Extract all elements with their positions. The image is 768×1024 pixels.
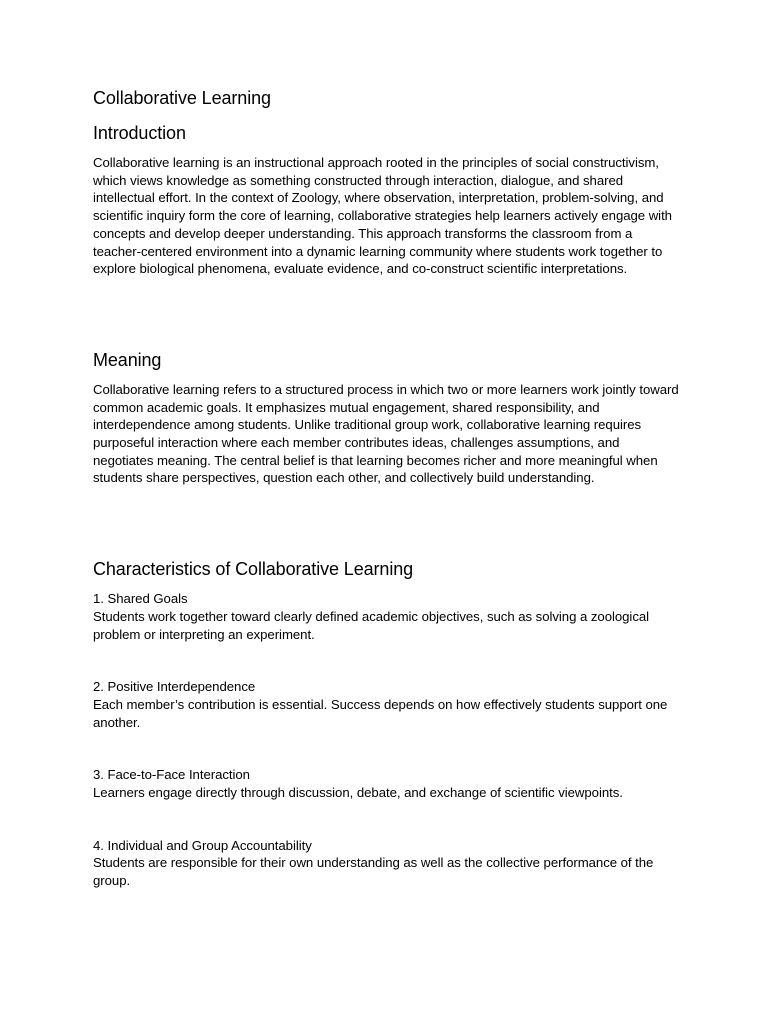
meaning-heading: Meaning <box>93 349 162 370</box>
list-item <box>93 837 683 890</box>
list-item <box>93 678 683 731</box>
document-page <box>93 87 683 890</box>
characteristics-list <box>93 590 683 890</box>
list-item-title: 2. Positive Interdependence <box>93 679 256 695</box>
list-item <box>93 766 683 801</box>
list-item-description: Students work together toward clearly defined academic objectives, such as solving a zoological problem or interpreting an experiment. <box>93 608 650 642</box>
list-item-title: 3. Face-to-Face Interaction <box>93 767 250 783</box>
introduction-heading: Introduction <box>93 123 186 143</box>
document-title: Collaborative Learning <box>93 88 271 108</box>
list-item-title: 4. Individual and Group Accountability <box>93 837 312 853</box>
list-item-title: 1. Shared Goals <box>93 591 188 607</box>
list-item-description: Each member’s contribution is essential. Success depends on how effectively students support one another. <box>93 696 668 730</box>
characteristics-heading: Characteristics of Collaborative Learning <box>93 559 414 580</box>
introduction-paragraph: Collaborative learning is an instructional approach rooted in the principles of social constructivism, which views knowledge as something constructed through interaction, dialogue, and shared intellectual effort. In the context of Zoology, where observation, interpretation, problem-solving, and scientific inquiry form the core of learning, collaborative strategies help learners actively engage with concepts and develop deeper understanding. This approach transforms the classroom from a teacher-centered environment into a dynamic learning community where students work together to explore biological phenomena, evaluate evidence, and co-construct scientific interpretations. <box>93 155 672 277</box>
meaning-paragraph: Collaborative learning refers to a structured process in which two or more learners work jointly toward common academic goals. It emphasizes mutual engagement, shared responsibility, and interdependence among students. Unlike traditional group work, collaborative learning requires purposeful interaction where each member contributes ideas, challenges assumptions, and negotiates meaning. The central belief is that learning becomes richer and more meaningful when students share perspectives, question each other, and collectively build understanding. <box>93 381 679 486</box>
list-item-description: Learners engage directly through discussion, debate, and exchange of scientific viewpoints. <box>93 785 623 801</box>
list-item <box>93 590 683 643</box>
list-item-description: Students are responsible for their own understanding as well as the collective performance of the group. <box>93 855 654 889</box>
